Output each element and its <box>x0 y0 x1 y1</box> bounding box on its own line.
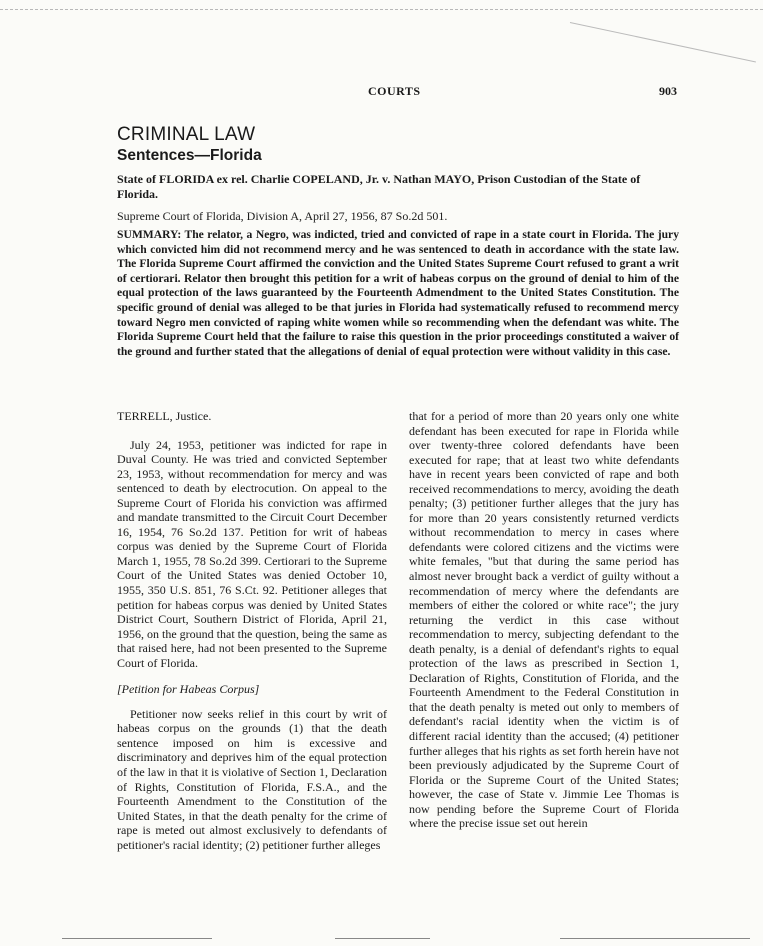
right-column <box>409 409 679 831</box>
summary-text: The relator, a Negro, was indicted, tried and convicted of rape in a state court in Florida. The jury which convicted him did not recommend mercy and he was sentenced to death in accordance with the state law. The Florida Supreme Court affirmed the conviction and the United States Supreme Court refused to grant a writ of certiorari. Relator then brought this petition for a writ of habeas corpus on the ground of denial to him of the equal protection of the laws guaranteed by the Fourteenth Admendment to the United States Constitution. The specific ground of denial was alleged to be that juries in Florida had systematically refused to recommend mercy toward Negro men convicted of raping white women while so recommending when the defendant was white. The Florida Supreme Court held that the failure to raise this question in the prior proceedings constituted a waiver of the ground and further stated that the allegations of denial of equal protection were without validity in this case. <box>117 228 679 358</box>
section-subtitle: Sentences—Florida <box>117 147 262 164</box>
opinion-paragraph-2: Petitioner now seeks relief in this court by writ of habeas corpus on the grounds (1) that the death sentence imposed on him is excessive and discriminatory and deprives him of the equal protection of the law in that it is violative of Section 1, Declaration of Rights, Constitution of Florida, F.S.A., and the Fourteenth Amendment to the Constitution of the United States, in that the death penalty for the crime of rape is meted out almost exclusively to defendants of petitioner's racial identity; (2) petitioner further alleges <box>117 706 387 852</box>
section-title: CRIMINAL LAW <box>117 124 256 145</box>
opinion-paragraph-3: that for a period of more than 20 years only one white defendant has been executed for rape in Florida while over twenty-three colored defendants have been executed for rape; that at least two white defendants have in recent years been convicted of rape and both received recommendations to mercy, avoiding the death penalty; (3) petitioner further alleges that the jury has for more than 20 years consistently returned verdicts without recommendation to mercy in cases where defendants were colored citizens and the victims were white females, "but that during the same period has almost never brought back a verdict of guilty without a recommendation of mercy where the defendants are members of either the colored or white race"; the jury returning the verdict in this case without recommendation to mercy, subjecting defendant to the death penalty, is a denial of defendant's rights to equal protection of the laws as prescribed in Section 1, Declaration of Rights, Constitution of Florida, and the Fourteenth Amendment to the Federal Constitution in that the death penalty is meted out only to members of defendant's racial identity when the victim is of different racial identity than the accused; (4) petitioner further alleges that his rights as set forth herein have not been previously adjudicated by the Supreme Court of Florida or the Supreme Court of the United States; however, the case of State v. Jimmie Lee Thomas is now pending before the Supreme Court of Florida where the precise issue set out herein <box>409 409 679 831</box>
case-summary <box>117 228 679 359</box>
bottom-rule-left <box>62 938 212 939</box>
summary-label: SUMMARY: <box>117 228 182 241</box>
bottom-rule-middle <box>335 938 430 939</box>
case-citation: Supreme Court of Florida, Division A, April 27, 1956, 87 So.2d 501. <box>117 209 448 223</box>
opinion-paragraph-1: July 24, 1953, petitioner was indicted for rape in Duval County. He was tried and convicted September 23, 1953, without recommendation for mercy and was sentenced to death by electrocution. On appeal to the Supreme Court of Florida his conviction was affirmed and mandate transmitted to the Circuit Court December 16, 1954, 76 So.2d 137. Petition for writ of habeas corpus was denied by the Supreme Court of Florida March 1, 1955, 78 So.2d 399. Certiorari to the Supreme Court of the United States was denied October 10, 1955, 350 U.S. 851, 76 S.Ct. 92. Petitioner alleges that petition for habeas corpus was denied by United States District Court, Southern District of Florida, April 21, 1956, on the ground that the question, being the same as that raised here, had not been presented to the Supreme Court of Florida. <box>117 437 387 670</box>
running-head: COURTS <box>368 84 421 98</box>
scan-artifact-line <box>570 22 756 62</box>
opinion-author: TERRELL, Justice. <box>117 409 212 423</box>
left-column <box>117 409 387 852</box>
opinion-subheading: [Petition for Habeas Corpus] <box>117 682 260 697</box>
page-number: 903 <box>659 84 677 98</box>
top-perforation-line <box>0 9 763 10</box>
case-title: State of FLORIDA ex rel. Charlie COPELAND, Jr. v. Nathan MAYO, Prison Custodian of the State of Florida. <box>117 172 641 201</box>
bottom-rule-right <box>560 938 750 939</box>
